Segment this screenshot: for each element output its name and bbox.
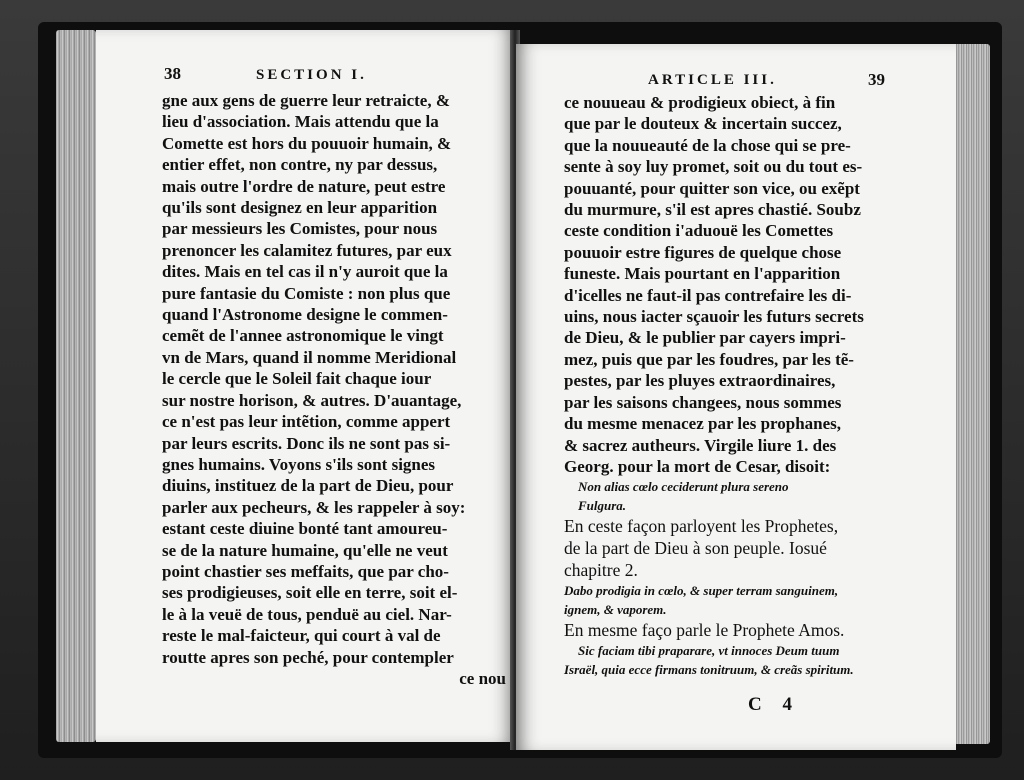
text-line: se de la nature humaine, qu'elle ne veut [162, 540, 448, 560]
latin-quote-line: Dabo prodigia in cœlo, & super terram sanguinem, [564, 583, 839, 599]
text-line: que par le douteux & incertain succez, [564, 114, 842, 134]
text-line: ses prodigieuses, soit elle en terre, soit el- [162, 583, 458, 603]
text-line: que la nouueauté de la chose qui se pre- [564, 135, 851, 155]
text-line: vn de Mars, quand il nomme Meridional [162, 347, 457, 367]
text-line: ceste condition i'aduouë les Comettes [564, 221, 834, 241]
text-line: qu'ils sont designez en leur apparition [162, 198, 438, 218]
latin-quote-line: ignem, & vaporem. [564, 602, 667, 618]
text-line: d'icelles ne faut-il pas contrefaire les di- [564, 285, 852, 305]
text-line: diuins, instituez de la part de Dieu, pour [162, 476, 454, 496]
left-page-body [162, 90, 506, 689]
text-line: pure fantasie du Comiste : non plus que [162, 283, 451, 303]
text-line: du murmure, s'il est apres chastié. Soubz [564, 200, 861, 220]
text-line: entier effet, non contre, ny par dessus, [162, 155, 438, 175]
text-line: gnes humains. Voyons s'ils sont signes [162, 454, 436, 474]
latin-quote-line: Israël, quia ecce firmans tonitruum, & creãs spiritum. [564, 662, 854, 678]
text-line: de la part de Dieu à son peuple. Iosué [564, 538, 827, 559]
text-line: mais outre l'ordre de nature, peut estre [162, 176, 446, 196]
left-page-number: 38 [164, 64, 181, 83]
left-page-edges [56, 30, 96, 742]
text-line: reste le mal-faicteur, qui court à val de [162, 626, 441, 646]
text-line: Georg. pour la mort de Cesar, disoit: [564, 456, 831, 476]
right-page-number: 39 [868, 70, 885, 89]
text-line: mez, puis que par les foudres, par les tẽ- [564, 349, 854, 369]
right-running-head: ARTICLE III. [648, 72, 777, 88]
text-line: estant ceste diuine bonté tant amoureu- [162, 519, 448, 539]
text-line: par les saisons changees, nous sommes [564, 392, 842, 412]
text-line: dites. Mais en tel cas il n'y auroit que la [162, 262, 448, 282]
left-running-head: SECTION I. [256, 67, 367, 83]
text-line: pestes, par les pluyes extraordinaires, [564, 371, 836, 391]
text-line: cemẽt de l'annee astronomique le vingt [162, 326, 444, 346]
text-line: uins, nous iacter sçauoir les futurs secrets [564, 307, 864, 327]
text-line: quand l'Astronome designe le commen- [162, 305, 448, 325]
text-line: pouuoir estre figures de quelque chose [564, 242, 842, 262]
text-line: pouuanté, pour quitter son vice, ou exẽpt [564, 178, 860, 198]
text-line: le cercle que le Soleil fait chaque iour [162, 369, 432, 389]
text-line: ce n'est pas leur intẽtion, comme appert [162, 412, 451, 432]
signature-mark: C 4 [748, 694, 800, 715]
text-line: En mesme faço parle le Prophete Amos. [564, 620, 845, 641]
latin-quote-line: Non alias cœlo ceciderunt plura sereno [578, 479, 789, 495]
text-line: gne aux gens de guerre leur retraicte, & [162, 91, 450, 110]
text-line: sur nostre horison, & autres. D'auantage, [162, 390, 462, 410]
text-line: point chastier ses meffaits, que par cho- [162, 561, 449, 581]
left-page [96, 30, 514, 742]
catchword: ce nou [459, 668, 506, 688]
text-line: & sacrez autheurs. Virgile liure 1. des [564, 435, 837, 455]
text-line: parler aux pecheurs, & les rappeler à soy: [162, 497, 466, 517]
text-line: chapitre 2. [564, 560, 638, 581]
text-line: par messieurs les Comistes, pour nous [162, 219, 438, 239]
text-line: ce nouueau & prodigieux obiect, à fin [564, 93, 836, 112]
text-line: prenoncer les calamitez futures, par eux [162, 240, 452, 260]
latin-quote-line: Sic faciam tibi praparare, vt innoces Deum tuum [578, 643, 840, 659]
text-line: routte apres son peché, pour contempler [162, 647, 454, 667]
text-line: En ceste façon parloyent les Prophetes, [564, 516, 839, 537]
right-page-body [564, 92, 944, 679]
text-line: du mesme menacez par les prophanes, [564, 414, 842, 434]
text-line: sente à soy luy promet, soit ou du tout es- [564, 157, 863, 177]
text-line: lieu d'association. Mais attendu que la [162, 112, 439, 132]
text-line: le à la veuë de tous, penduë au ciel. Nar- [162, 604, 452, 624]
text-line: funeste. Mais pourtant en l'apparition [564, 264, 841, 284]
right-page [516, 44, 956, 750]
right-page-edges [952, 44, 990, 744]
text-line: Comette est hors du pouuoir humain, & [162, 133, 452, 153]
text-line: par leurs escrits. Donc ils ne sont pas si- [162, 433, 451, 453]
text-line: de Dieu, & le publier par cayers impri- [564, 328, 846, 348]
latin-quote-line: Fulgura. [578, 498, 627, 514]
